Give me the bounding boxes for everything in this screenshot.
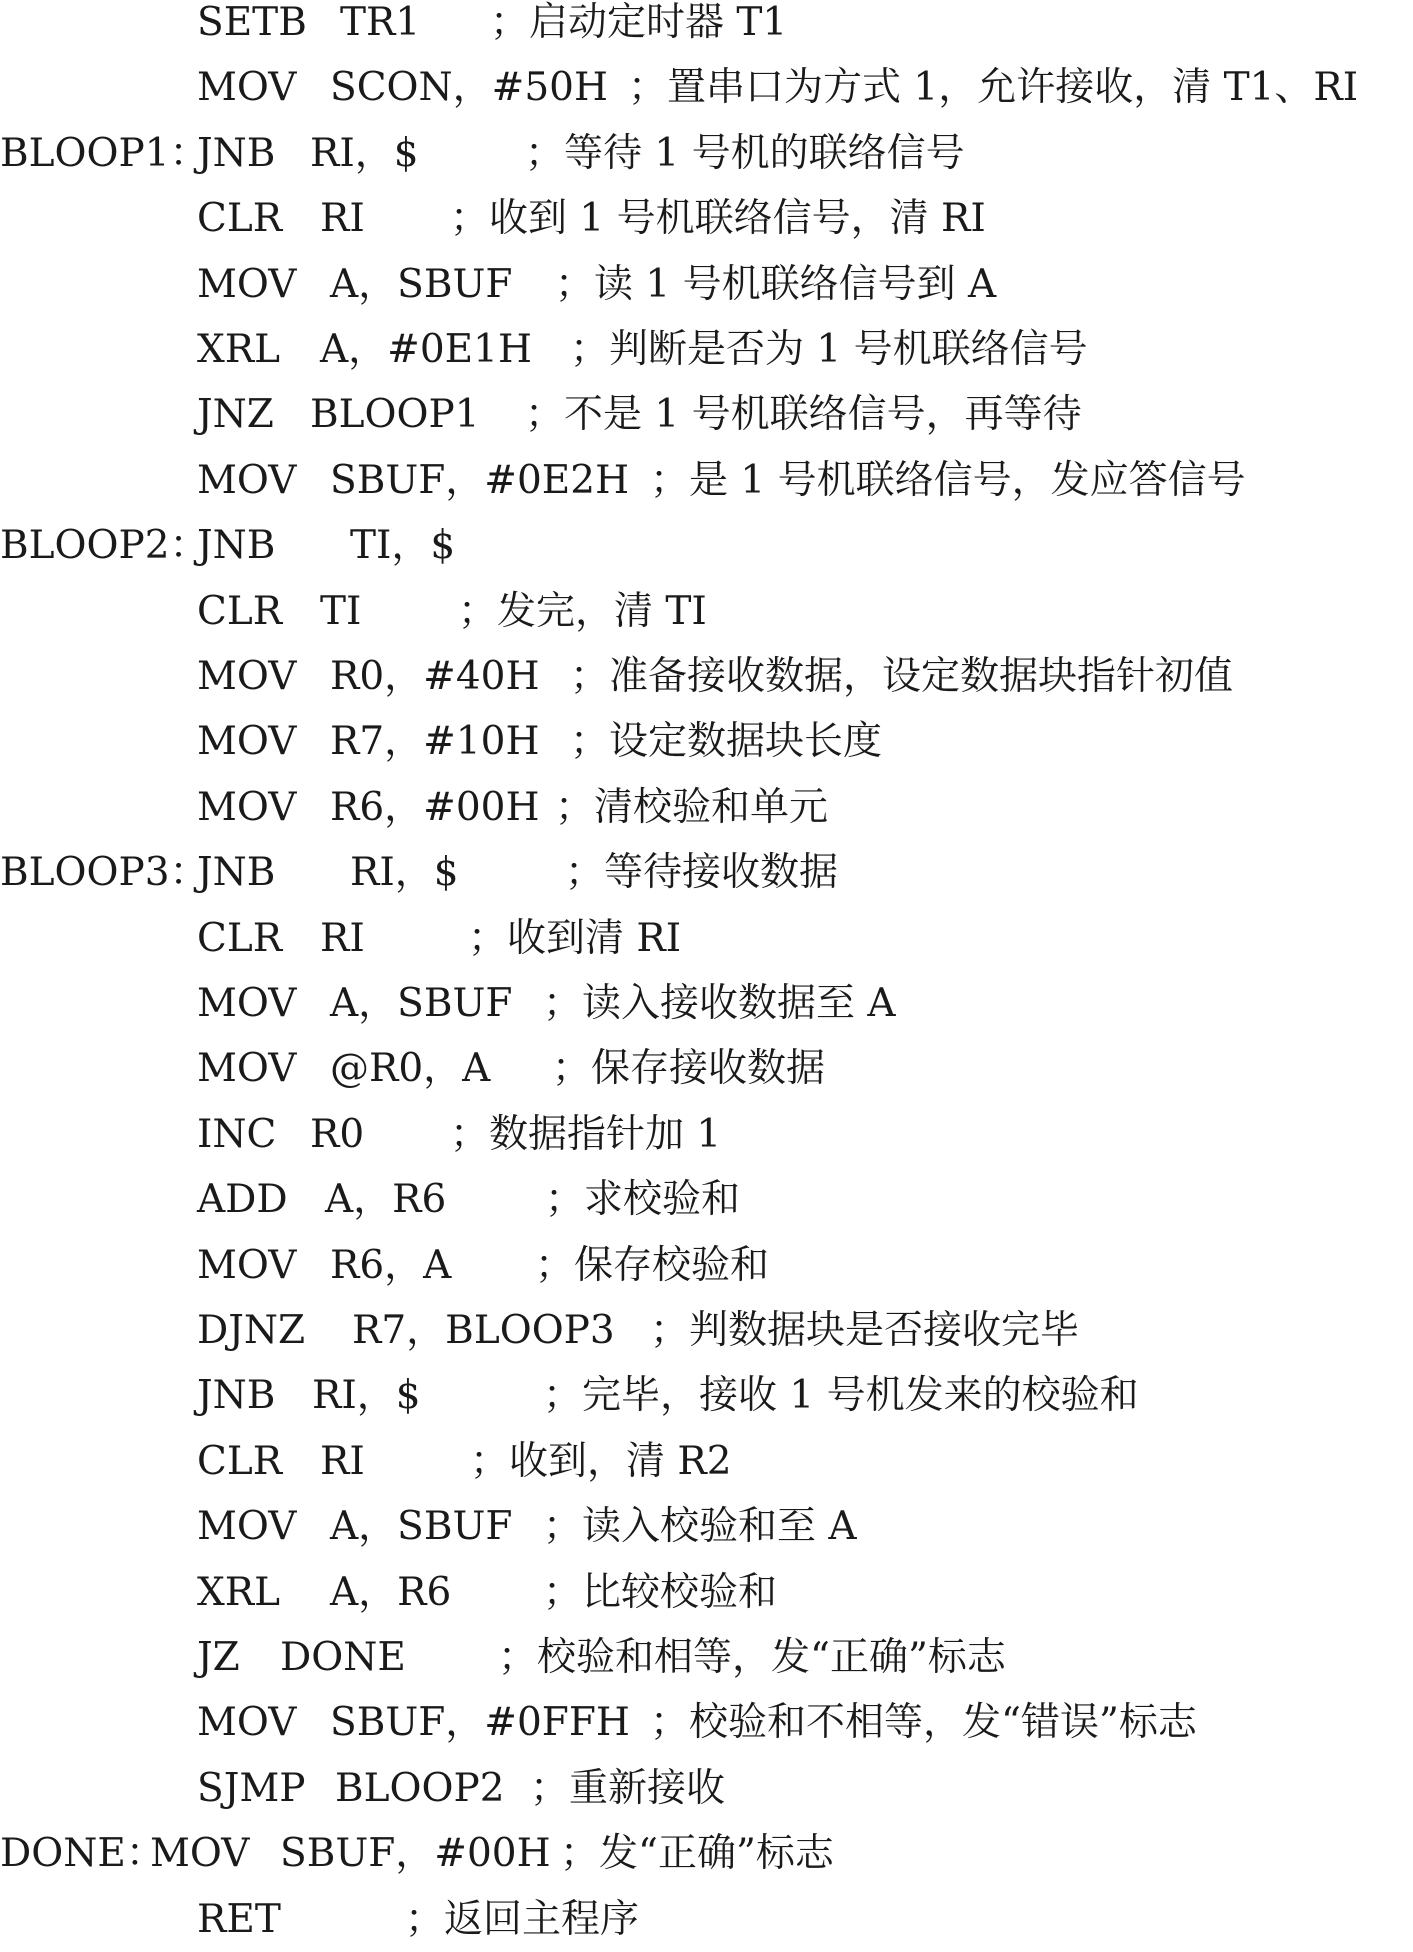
- operands: RI: [320, 916, 365, 961]
- mnemonic: MOV: [197, 458, 297, 503]
- mnemonic: SETB: [197, 0, 307, 45]
- operands: TR1: [340, 0, 421, 45]
- line-comment: ；准备接收数据，设定数据块指针初值: [570, 654, 1234, 699]
- code-line: [0, 1298, 1413, 1363]
- code-line: [0, 382, 1413, 447]
- line-label: BLOOP2：: [0, 523, 209, 568]
- line-comment: ；保存校验和: [535, 1243, 770, 1288]
- code-line: [0, 1625, 1413, 1690]
- operands: RI，$: [310, 131, 419, 176]
- code-line: [0, 252, 1413, 317]
- operands: R7，BLOOP3: [352, 1308, 615, 1353]
- code-line: [0, 317, 1413, 382]
- code-line: [0, 1167, 1413, 1232]
- mnemonic: MOV: [197, 1504, 297, 1549]
- mnemonic: XRL: [197, 1570, 281, 1615]
- operands: RI，$: [350, 850, 459, 895]
- mnemonic: CLR: [197, 589, 283, 634]
- operands: SBUF，#0FFH: [330, 1700, 630, 1745]
- operands: R0: [310, 1112, 365, 1157]
- mnemonic: RET: [197, 1897, 281, 1942]
- code-line: [0, 1102, 1413, 1167]
- mnemonic: MOV: [197, 1243, 297, 1288]
- mnemonic: SJMP: [197, 1766, 306, 1811]
- mnemonic: MOV: [197, 1046, 297, 1091]
- line-comment: ；读入校验和至 A: [543, 1504, 857, 1549]
- line-comment: ；清校验和单元: [555, 785, 829, 830]
- code-line: [0, 1494, 1413, 1559]
- code-line: [0, 186, 1413, 251]
- operands: R0，#40H: [330, 654, 540, 699]
- operands: SBUF，#00H: [280, 1831, 551, 1876]
- operands: A，SBUF: [330, 1504, 513, 1549]
- line-comment: ；等待接收数据: [565, 850, 839, 895]
- line-comment: ；不是 1 号机联络信号，再等待: [525, 392, 1082, 437]
- code-line: [0, 1429, 1413, 1494]
- code-line: [0, 1887, 1413, 1952]
- mnemonic: JNB: [197, 523, 276, 568]
- line-comment: ；返回主程序: [405, 1897, 640, 1942]
- operands: R7，#10H: [330, 719, 540, 764]
- line-comment: ；发“正确”标志: [560, 1831, 834, 1876]
- line-label: BLOOP1：: [0, 131, 209, 176]
- code-line: [0, 1036, 1413, 1101]
- mnemonic: JNB: [197, 850, 276, 895]
- operands: A，R6: [330, 1570, 452, 1615]
- operands: BLOOP2: [335, 1766, 505, 1811]
- line-comment: ；完毕，接收 1 号机发来的校验和: [543, 1373, 1139, 1418]
- operands: A，SBUF: [330, 981, 513, 1026]
- line-comment: ；校验和相等，发“正确”标志: [498, 1635, 1006, 1680]
- mnemonic: JZ: [197, 1635, 240, 1680]
- line-comment: ；读 1 号机联络信号到 A: [555, 262, 997, 307]
- operands: RI: [320, 196, 365, 241]
- mnemonic: JNB: [197, 1373, 276, 1418]
- code-line: [0, 1560, 1413, 1625]
- line-comment: ；收到 1 号机联络信号，清 RI: [450, 196, 986, 241]
- line-comment: ；收到，清 R2: [470, 1439, 732, 1484]
- line-comment: ；发完，清 TI: [458, 589, 707, 634]
- mnemonic: CLR: [197, 916, 283, 961]
- code-line: [0, 579, 1413, 644]
- operands: RI，$: [312, 1373, 421, 1418]
- code-line: [0, 1233, 1413, 1298]
- mnemonic: MOV: [150, 1831, 250, 1876]
- operands: A，#0E1H: [320, 327, 532, 372]
- code-line: [0, 971, 1413, 1036]
- mnemonic: MOV: [197, 981, 297, 1026]
- code-line: [0, 1756, 1413, 1821]
- code-line: [0, 0, 1413, 55]
- code-line: [0, 1821, 1413, 1886]
- operands: DONE: [280, 1635, 406, 1680]
- line-comment: ；是 1 号机联络信号，发应答信号: [650, 458, 1246, 503]
- code-line: [0, 906, 1413, 971]
- code-line: [0, 840, 1413, 905]
- code-line: [0, 121, 1413, 186]
- mnemonic: INC: [197, 1112, 277, 1157]
- mnemonic: JNZ: [197, 392, 274, 437]
- mnemonic: MOV: [197, 65, 297, 110]
- mnemonic: MOV: [197, 262, 297, 307]
- line-comment: ；等待 1 号机的联络信号: [525, 131, 965, 176]
- code-line: [0, 513, 1413, 578]
- line-comment: ；比较校验和: [543, 1570, 778, 1615]
- code-line: [0, 1363, 1413, 1428]
- operands: SCON，#50H: [330, 65, 608, 110]
- line-comment: ；数据指针加 1: [450, 1112, 722, 1157]
- mnemonic: DJNZ: [197, 1308, 306, 1353]
- code-line: [0, 1690, 1413, 1755]
- code-line: [0, 644, 1413, 709]
- code-line: [0, 775, 1413, 840]
- code-line: [0, 448, 1413, 513]
- operands: SBUF，#0E2H: [330, 458, 630, 503]
- code-line: [0, 709, 1413, 774]
- operands: R6，A: [330, 1243, 452, 1288]
- operands: TI，$: [350, 523, 456, 568]
- mnemonic: MOV: [197, 1700, 297, 1745]
- line-comment: ；重新接收: [530, 1766, 726, 1811]
- line-comment: ；读入接收数据至 A: [543, 981, 896, 1026]
- line-label: DONE：: [0, 1831, 165, 1876]
- mnemonic: XRL: [197, 327, 281, 372]
- operands: RI: [320, 1439, 365, 1484]
- line-comment: ；保存接收数据: [552, 1046, 826, 1091]
- mnemonic: JNB: [197, 131, 276, 176]
- operands: @R0，A: [330, 1046, 491, 1091]
- mnemonic: CLR: [197, 196, 283, 241]
- line-comment: ；判数据块是否接收完毕: [650, 1308, 1080, 1353]
- line-comment: ；校验和不相等，发“错误”标志: [650, 1700, 1197, 1745]
- line-comment: ；启动定时器 T1: [490, 0, 788, 45]
- line-label: BLOOP3：: [0, 850, 209, 895]
- operands: BLOOP1: [310, 392, 480, 437]
- mnemonic: MOV: [197, 719, 297, 764]
- line-comment: ；置串口为方式 1，允许接收，清 T1、RI: [628, 65, 1359, 110]
- mnemonic: MOV: [197, 654, 297, 699]
- operands: TI: [320, 589, 362, 634]
- line-comment: ；判断是否为 1 号机联络信号: [570, 327, 1088, 372]
- operands: R6，#00H: [330, 785, 540, 830]
- line-comment: ；设定数据块长度: [570, 719, 883, 764]
- operands: A，R6: [325, 1177, 447, 1222]
- line-comment: ；求校验和: [545, 1177, 741, 1222]
- mnemonic: ADD: [197, 1177, 288, 1222]
- mnemonic: CLR: [197, 1439, 283, 1484]
- code-line: [0, 55, 1413, 120]
- operands: A，SBUF: [330, 262, 513, 307]
- line-comment: ；收到清 RI: [468, 916, 682, 961]
- mnemonic: MOV: [197, 785, 297, 830]
